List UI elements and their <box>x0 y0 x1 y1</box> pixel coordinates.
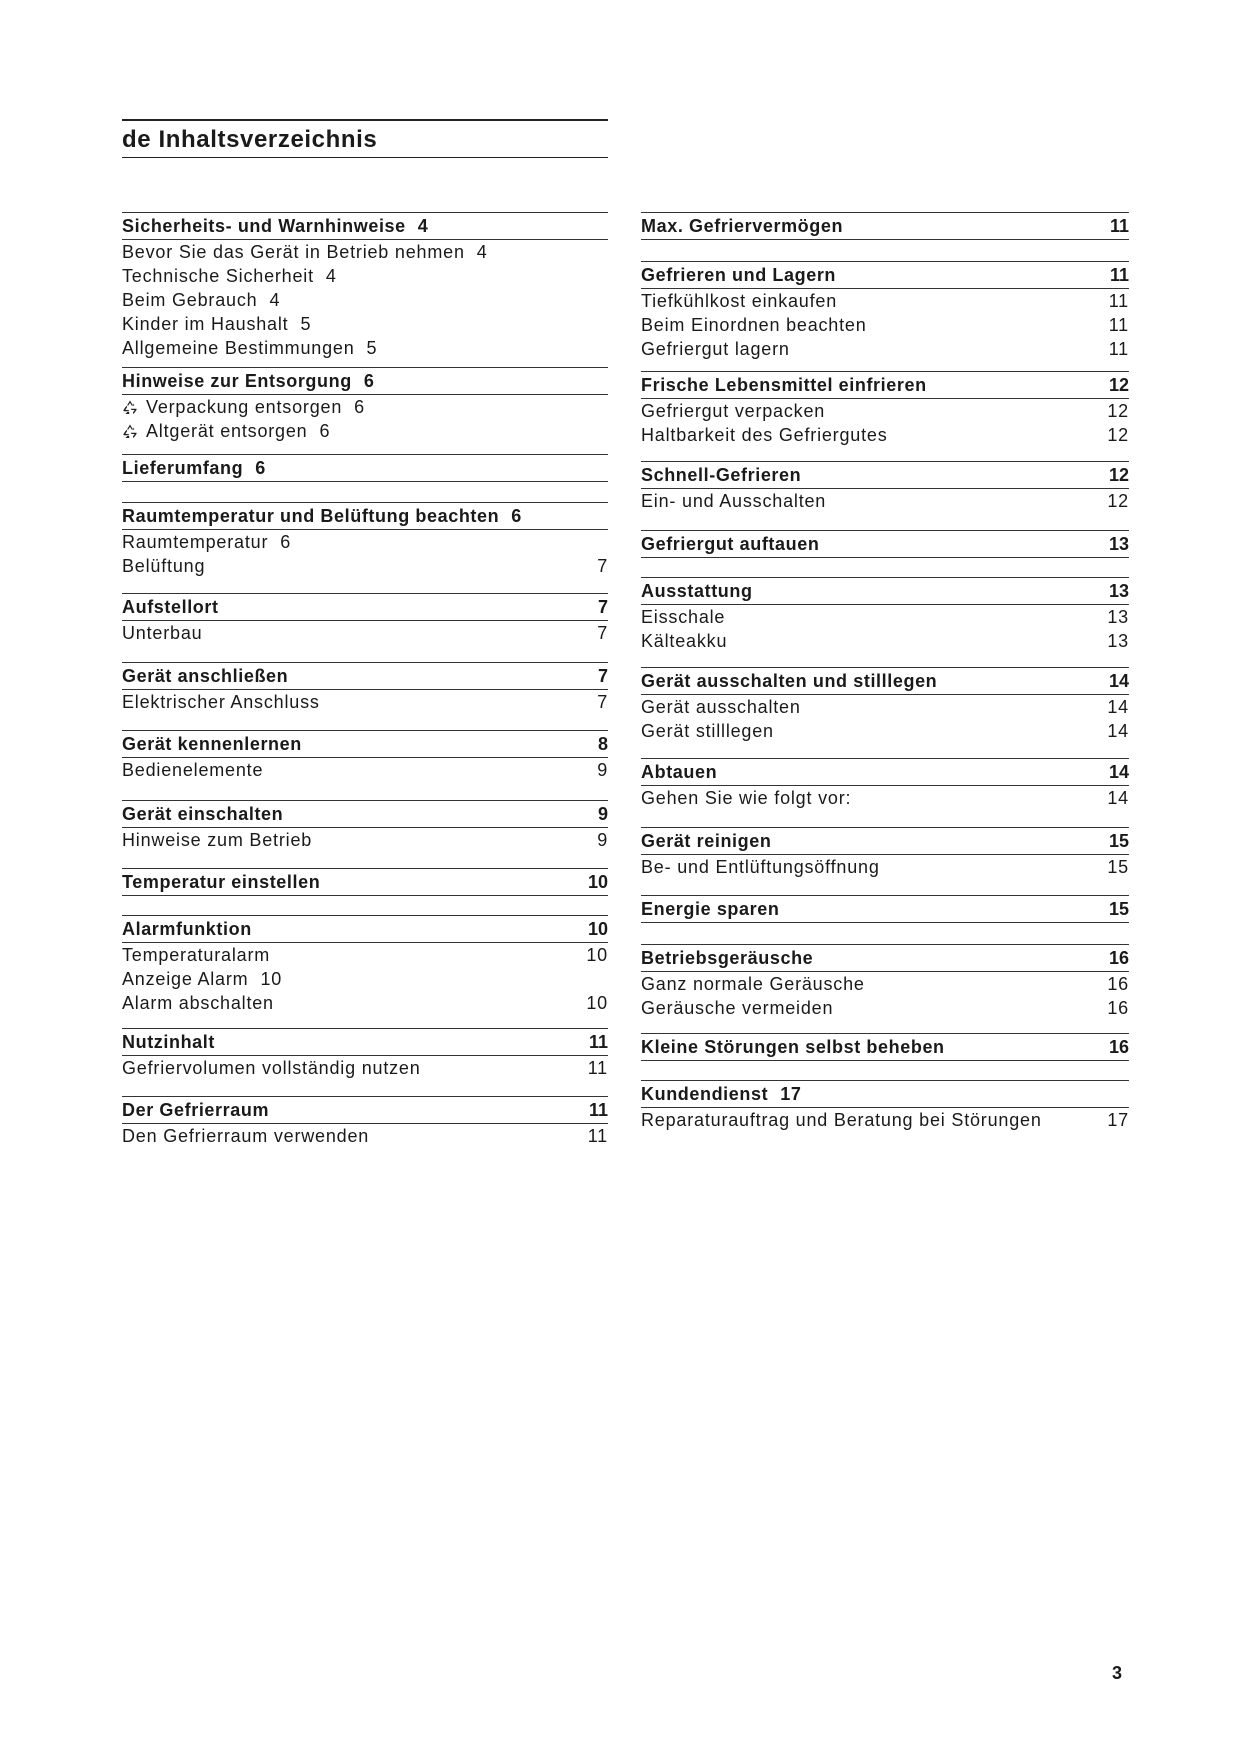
toc-entry-page: 6 <box>354 397 365 417</box>
toc-section-page: 7 <box>597 666 608 686</box>
toc-entry-title: Altgerät entsorgen 6 <box>122 421 330 442</box>
toc-entry-page: 6 <box>280 532 292 552</box>
toc-section-heading[interactable] <box>122 915 608 943</box>
toc-section-page: 11 <box>1109 216 1129 236</box>
toc-entry[interactable] <box>641 629 1129 653</box>
toc-entry-title: Geräusche vermeiden <box>641 998 834 1018</box>
toc-entry[interactable] <box>641 786 1129 810</box>
toc-section-heading[interactable] <box>641 758 1129 786</box>
toc-entry[interactable] <box>641 719 1129 743</box>
toc-entry-page: 12 <box>1107 425 1129 445</box>
toc-section-page: 14 <box>1108 671 1129 691</box>
toc-entry-page: 12 <box>1107 401 1129 421</box>
toc-section-heading[interactable] <box>122 1096 608 1124</box>
toc-entry-page: 14 <box>1107 788 1129 808</box>
toc-entry-page: 14 <box>1107 697 1129 717</box>
toc-entry-title: Gerät stilllegen <box>641 721 774 741</box>
toc-entry[interactable] <box>122 943 608 967</box>
toc-section-title: Temperatur einstellen <box>122 872 321 892</box>
toc-section-title: Lieferumfang 6 <box>122 458 266 478</box>
toc-section-title: Hinweise zur Entsorgung 6 <box>122 371 375 391</box>
toc-section-title: Gerät anschließen <box>122 666 289 686</box>
toc-section-page: 6 <box>363 371 375 391</box>
toc-entry-title: Ein- und Ausschalten <box>641 491 827 511</box>
toc-section-title: Abtauen <box>641 762 718 782</box>
toc-section-page: 13 <box>1108 581 1129 601</box>
toc-section <box>641 758 1129 810</box>
toc-section <box>641 371 1129 447</box>
toc-entry-page: 11 <box>1108 291 1129 311</box>
toc-section-heading[interactable] <box>641 371 1129 399</box>
toc-entry-page: 17 <box>1107 1110 1129 1130</box>
toc-entry-title: Temperaturalarm <box>122 945 271 965</box>
toc-section-title: Max. Gefriervermögen <box>641 216 844 236</box>
toc-entry-page: 4 <box>269 290 281 310</box>
toc-section <box>122 800 608 852</box>
toc-section-heading[interactable] <box>122 593 608 621</box>
toc-section <box>122 915 608 1015</box>
page-title: de Inhaltsverzeichnis <box>122 126 378 153</box>
toc-section-heading[interactable] <box>641 461 1129 489</box>
toc-entry-title: Elektrischer Anschluss <box>122 692 320 712</box>
toc-section-page: 15 <box>1108 831 1129 851</box>
toc-entry[interactable] <box>122 1056 608 1080</box>
toc-section-page: 17 <box>780 1084 802 1104</box>
toc-entry[interactable] <box>641 489 1129 513</box>
toc-entry-page: 4 <box>325 266 337 286</box>
toc-entry-title: Belüftung <box>122 556 206 576</box>
toc-entry-title: Technische Sicherheit 4 <box>122 266 337 286</box>
toc-entry[interactable] <box>122 991 608 1015</box>
toc-entry[interactable] <box>122 690 608 714</box>
toc-section-title: Sicherheits- und Warnhinweise 4 <box>122 216 429 236</box>
toc-entry-page: 7 <box>597 623 608 643</box>
toc-entry-page: 5 <box>366 338 378 358</box>
toc-section <box>122 1028 608 1080</box>
toc-entry-title: Raumtemperatur 6 <box>122 532 292 552</box>
toc-section-heading[interactable] <box>122 800 608 828</box>
toc-section-title: Gerät einschalten <box>122 804 284 824</box>
toc-entry-title: Tiefkühlkost einkaufen <box>641 291 838 311</box>
toc-section-heading[interactable] <box>122 662 608 690</box>
toc-entry-title: Beim Gebrauch 4 <box>122 290 281 310</box>
toc-section-title: Gerät kennenlernen <box>122 734 302 754</box>
toc-section-title: Schnell-Gefrieren <box>641 465 802 485</box>
toc-section-title: Gefrieren und Lagern <box>641 265 837 285</box>
toc-entry-title: Bedienelemente <box>122 760 264 780</box>
toc-entry[interactable] <box>122 336 608 360</box>
toc-entry-page: 11 <box>587 1058 608 1078</box>
toc-entry[interactable] <box>122 395 608 419</box>
toc-section <box>122 454 608 482</box>
toc-section <box>122 1096 608 1148</box>
toc-entry[interactable] <box>641 423 1129 447</box>
toc-section-page: 12 <box>1108 465 1129 485</box>
toc-entry-title: Kinder im Haushalt 5 <box>122 314 312 334</box>
toc-section-page: 16 <box>1108 1037 1129 1057</box>
page-title-block <box>122 119 608 158</box>
toc-entry-title: Beim Einordnen beachten <box>641 315 867 335</box>
toc-entry-title: Bevor Sie das Gerät in Betrieb nehmen 4 <box>122 242 488 262</box>
toc-section-title: Kleine Störungen selbst beheben <box>641 1037 945 1057</box>
toc-section-page: 13 <box>1108 534 1129 554</box>
toc-section-title: Nutzinhalt <box>122 1032 215 1052</box>
toc-section-page: 15 <box>1108 899 1129 919</box>
toc-section-heading[interactable] <box>122 367 608 395</box>
toc-entry-title: Alarm abschalten <box>122 993 274 1013</box>
toc-section-heading[interactable] <box>641 827 1129 855</box>
toc-entry-title: Anzeige Alarm 10 <box>122 969 283 989</box>
toc-entry[interactable] <box>122 554 608 578</box>
toc-entry[interactable] <box>122 967 608 991</box>
toc-section-heading[interactable] <box>122 868 608 896</box>
toc-section-heading[interactable] <box>641 1080 1129 1108</box>
toc-entry-page: 15 <box>1107 857 1129 877</box>
toc-section-heading[interactable] <box>641 667 1129 695</box>
toc-entry-page: 10 <box>260 969 283 989</box>
toc-entry-page: 13 <box>1107 631 1129 651</box>
toc-section-title: Gefriergut auftauen <box>641 534 820 554</box>
toc-section-title: Raumtemperatur und Belüftung beachten 6 <box>122 506 522 526</box>
toc-entry-title: Den Gefrierraum verwenden <box>122 1126 370 1146</box>
toc-entry-page: 14 <box>1107 721 1129 741</box>
toc-entry[interactable] <box>641 399 1129 423</box>
toc-entry[interactable] <box>122 288 608 312</box>
toc-entry[interactable] <box>641 695 1129 719</box>
toc-section-heading[interactable] <box>122 502 608 530</box>
toc-section-title: Energie sparen <box>641 899 780 919</box>
toc-entry-page: 9 <box>597 830 608 850</box>
toc-entry-page: 5 <box>300 314 312 334</box>
toc-section <box>122 662 608 714</box>
toc-entry[interactable] <box>641 289 1129 313</box>
toc-entry-title: Gefriergut verpacken <box>641 401 826 421</box>
toc-section-page: 10 <box>587 919 608 939</box>
toc-entry-title: Reparaturauftrag und Beratung bei Störungen <box>641 1110 1042 1130</box>
toc-entry[interactable] <box>122 621 608 645</box>
toc-section-heading[interactable] <box>122 1028 608 1056</box>
toc-section <box>122 212 608 360</box>
toc-entry-title: Verpackung entsorgen 6 <box>122 397 365 418</box>
toc-entry[interactable] <box>122 312 608 336</box>
toc-section-page: 12 <box>1108 375 1129 395</box>
toc-section-title: Gerät ausschalten und stilllegen <box>641 671 938 691</box>
toc-entry[interactable] <box>641 996 1129 1020</box>
toc-entry[interactable] <box>122 264 608 288</box>
toc-entry[interactable] <box>641 855 1129 879</box>
toc-entry[interactable] <box>122 530 608 554</box>
toc-entry-title: Unterbau <box>122 623 203 643</box>
toc-section-heading[interactable] <box>641 1033 1129 1061</box>
toc-section <box>641 212 1129 240</box>
toc-section <box>641 577 1129 653</box>
toc-entry-title: Kälteakku <box>641 631 728 651</box>
toc-section-title: Frische Lebensmittel einfrieren <box>641 375 927 395</box>
toc-entry[interactable] <box>641 1108 1129 1132</box>
toc-section-page: 11 <box>588 1032 608 1052</box>
toc-section-title: Der Gefrierraum <box>122 1100 270 1120</box>
toc-section-page: 10 <box>587 872 608 892</box>
toc-section <box>641 895 1129 923</box>
toc-section <box>122 593 608 645</box>
toc-entry[interactable] <box>122 758 608 782</box>
toc-entry-page: 10 <box>586 993 608 1013</box>
toc-entry-page: 11 <box>587 1126 608 1146</box>
toc-section-heading[interactable] <box>122 454 608 482</box>
toc-entry-page: 16 <box>1107 998 1129 1018</box>
toc-entry[interactable] <box>122 419 608 443</box>
toc-entry-page: 6 <box>319 421 331 441</box>
toc-entry[interactable] <box>122 1124 608 1148</box>
toc-entry-title: Gefriergut lagern <box>641 339 790 359</box>
toc-entry-page: 9 <box>597 760 608 780</box>
toc-section <box>641 1033 1129 1061</box>
toc-section <box>641 461 1129 513</box>
toc-section-title: Alarmfunktion <box>122 919 252 939</box>
toc-entry-page: 11 <box>1108 315 1129 335</box>
recycle-icon <box>122 423 138 439</box>
page-number: 3 <box>1112 1663 1123 1683</box>
toc-entry-title: Allgemeine Bestimmungen 5 <box>122 338 378 358</box>
toc-entry-title: Eisschale <box>641 607 726 627</box>
toc-section <box>122 868 608 896</box>
toc-section-title: Aufstellort <box>122 597 219 617</box>
toc-entry-title: Haltbarkeit des Gefriergutes <box>641 425 888 445</box>
toc-section-heading[interactable] <box>122 212 608 240</box>
toc-section-page: 7 <box>597 597 608 617</box>
toc-section-heading[interactable] <box>641 944 1129 972</box>
toc-entry-page: 12 <box>1107 491 1129 511</box>
toc-section-heading[interactable] <box>641 261 1129 289</box>
toc-entry-title: Be- und Entlüftungsöffnung <box>641 857 880 877</box>
toc-section-page: 4 <box>417 216 429 236</box>
toc-section-page: 6 <box>511 506 522 526</box>
toc-section <box>641 667 1129 743</box>
toc-section-title: Gerät reinigen <box>641 831 772 851</box>
toc-section <box>641 530 1129 558</box>
toc-section-heading[interactable] <box>641 212 1129 240</box>
recycle-icon <box>122 399 138 415</box>
toc-section-heading[interactable] <box>122 730 608 758</box>
toc-entry-title: Ganz normale Geräusche <box>641 974 865 994</box>
toc-section-page: 14 <box>1108 762 1129 782</box>
toc-entry-page: 11 <box>1108 339 1129 359</box>
toc-entry[interactable] <box>122 240 608 264</box>
toc-entry-page: 4 <box>476 242 488 262</box>
toc-section <box>122 502 608 578</box>
toc-section <box>122 367 608 443</box>
toc-section-heading[interactable] <box>641 577 1129 605</box>
toc-section-heading[interactable] <box>641 530 1129 558</box>
toc-section-heading[interactable] <box>641 895 1129 923</box>
toc-section-page: 6 <box>255 458 266 478</box>
toc-entry[interactable] <box>122 828 608 852</box>
toc-entry-page: 7 <box>597 556 608 576</box>
toc-section <box>641 1080 1129 1132</box>
toc-section-title: Kundendienst 17 <box>641 1084 802 1104</box>
toc-section-page: 11 <box>588 1100 608 1120</box>
toc-section <box>641 261 1129 361</box>
toc-section <box>641 827 1129 879</box>
toc-entry-page: 7 <box>597 692 608 712</box>
toc-entry[interactable] <box>641 313 1129 337</box>
toc-section <box>122 730 608 782</box>
toc-section-page: 16 <box>1108 948 1129 968</box>
toc-entry-title: Gefriervolumen vollständig nutzen <box>122 1058 421 1078</box>
toc-entry-title: Hinweise zum Betrieb <box>122 830 313 850</box>
toc-entry-page: 10 <box>586 945 608 965</box>
toc-entry[interactable] <box>641 972 1129 996</box>
toc-entry[interactable] <box>641 605 1129 629</box>
toc-entry-title: Gehen Sie wie folgt vor: <box>641 788 852 808</box>
toc-entry-page: 16 <box>1107 974 1129 994</box>
toc-section-page: 11 <box>1109 265 1129 285</box>
toc-entry[interactable] <box>641 337 1129 361</box>
toc-section-page: 9 <box>597 804 608 824</box>
toc-entry-title: Gerät ausschalten <box>641 697 801 717</box>
toc-section-title: Ausstattung <box>641 581 753 601</box>
toc-section <box>641 944 1129 1020</box>
toc-section-page: 8 <box>597 734 608 754</box>
toc-section-title: Betriebsgeräusche <box>641 948 814 968</box>
toc-entry-page: 13 <box>1107 607 1129 627</box>
